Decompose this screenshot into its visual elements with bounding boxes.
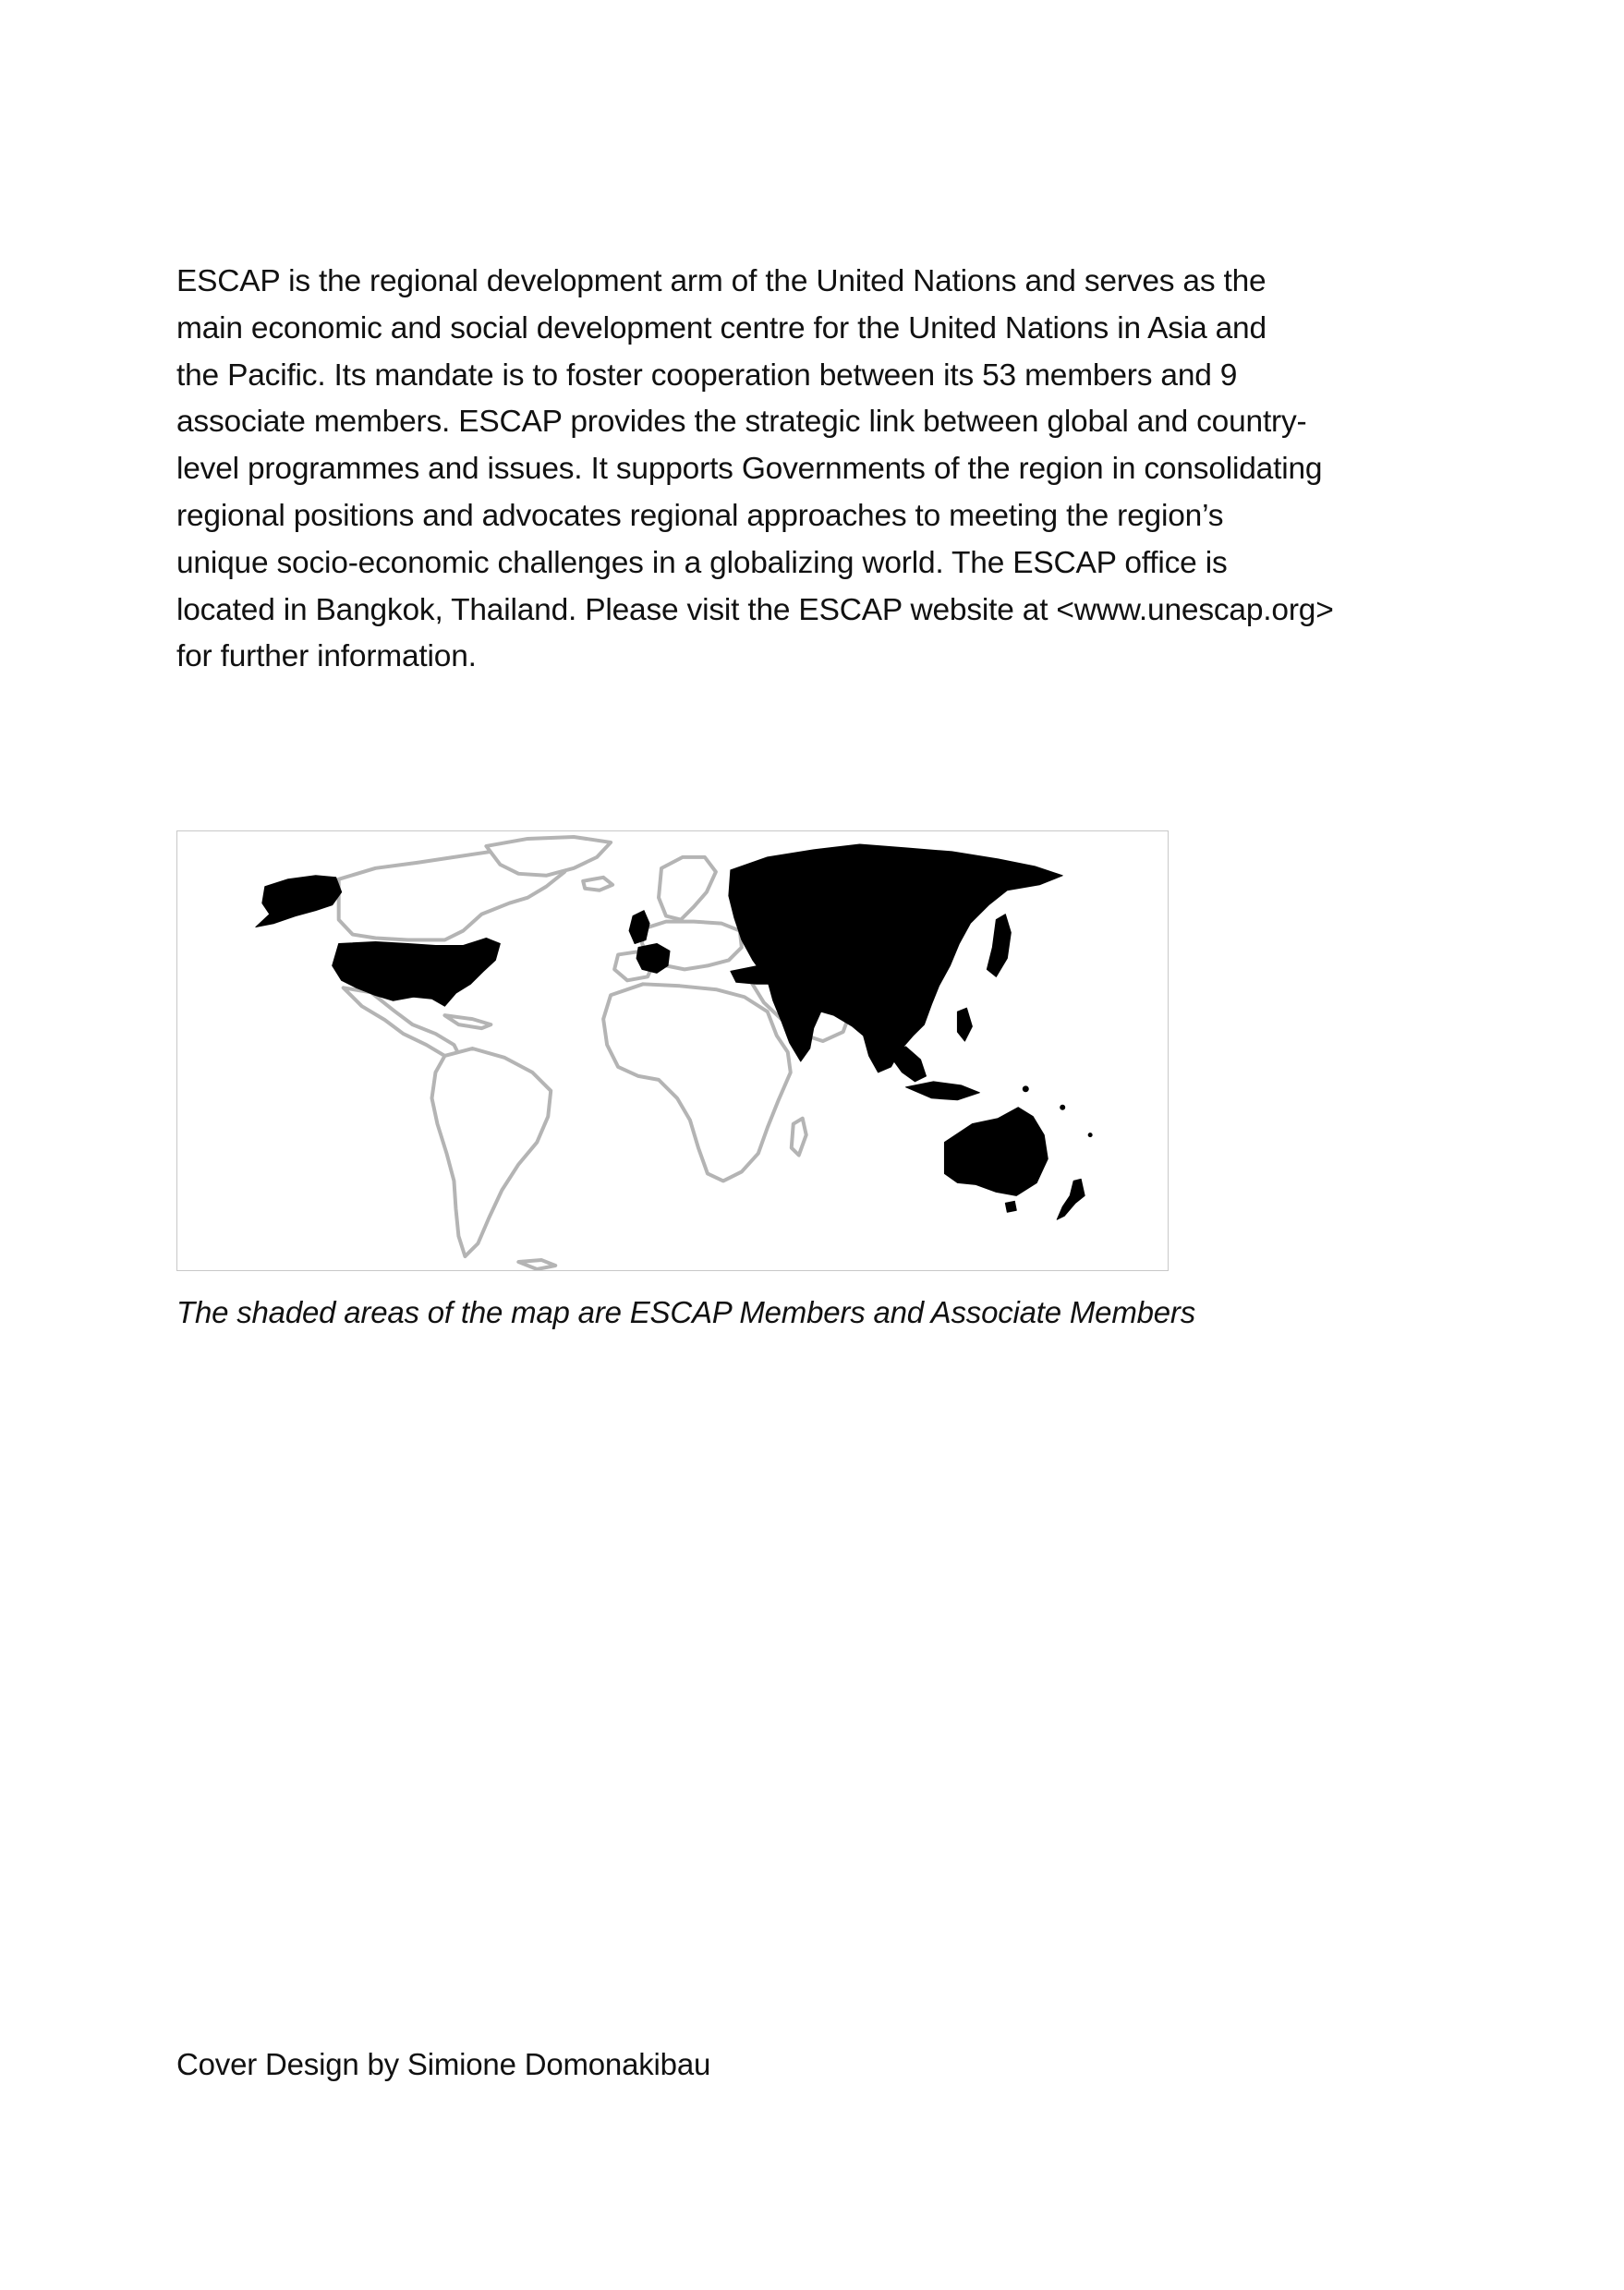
intro-line: regional positions and advocates regional approaches to meeting the region’s [176,498,1224,533]
intro-line: located in Bangkok, Thailand. Please visit the ESCAP website at <www.unescap.org> [176,592,1334,627]
region-uk [629,911,649,944]
region-france [636,943,670,973]
region-caribbean [444,1015,491,1028]
intro-line: level programmes and issues. It supports Governments of the region in consolidating [176,452,1323,487]
region-south-america [431,1048,551,1256]
region-antarctic-edge [518,1260,555,1269]
region-africa [603,984,791,1181]
region-philippines [957,1008,972,1041]
region-scandinavia [659,857,716,920]
intro-line: main economic and social development centre for the United Nations in Asia and [176,310,1266,345]
intro-line: for further information. [176,639,477,674]
escap-member-map [176,830,1169,1271]
region-indonesia [906,1082,980,1100]
region-pacific-island [1088,1133,1092,1137]
region-tasmania [1005,1201,1016,1212]
intro-line: ESCAP is the regional development arm of the United Nations and serves as the [176,264,1266,298]
region-pacific-island [1023,1086,1028,1092]
intro-paragraph [176,259,1334,681]
cover-design-credit: Cover Design by Simione Domonakibau [176,2047,711,2081]
region-iceland [583,878,612,891]
region-new-zealand [1057,1179,1085,1219]
region-pacific-island [1060,1105,1065,1109]
intro-line: unique socio-economic challenges in a globalizing world. The ESCAP office is [176,545,1228,580]
map-caption: The shaded areas of the map are ESCAP Members and Associate Members [176,1295,1196,1329]
region-southeast-asia [888,1047,927,1082]
intro-line: associate members. ESCAP provides the strategic link between global and country- [176,405,1307,440]
region-japan [987,915,1011,977]
region-australia [944,1108,1048,1196]
intro-line: the Pacific. Its mandate is to foster cooperation between its 53 members and 9 [176,357,1238,393]
region-alaska [256,876,342,927]
region-madagascar [792,1119,806,1156]
world-map-graphic [177,831,1168,1270]
